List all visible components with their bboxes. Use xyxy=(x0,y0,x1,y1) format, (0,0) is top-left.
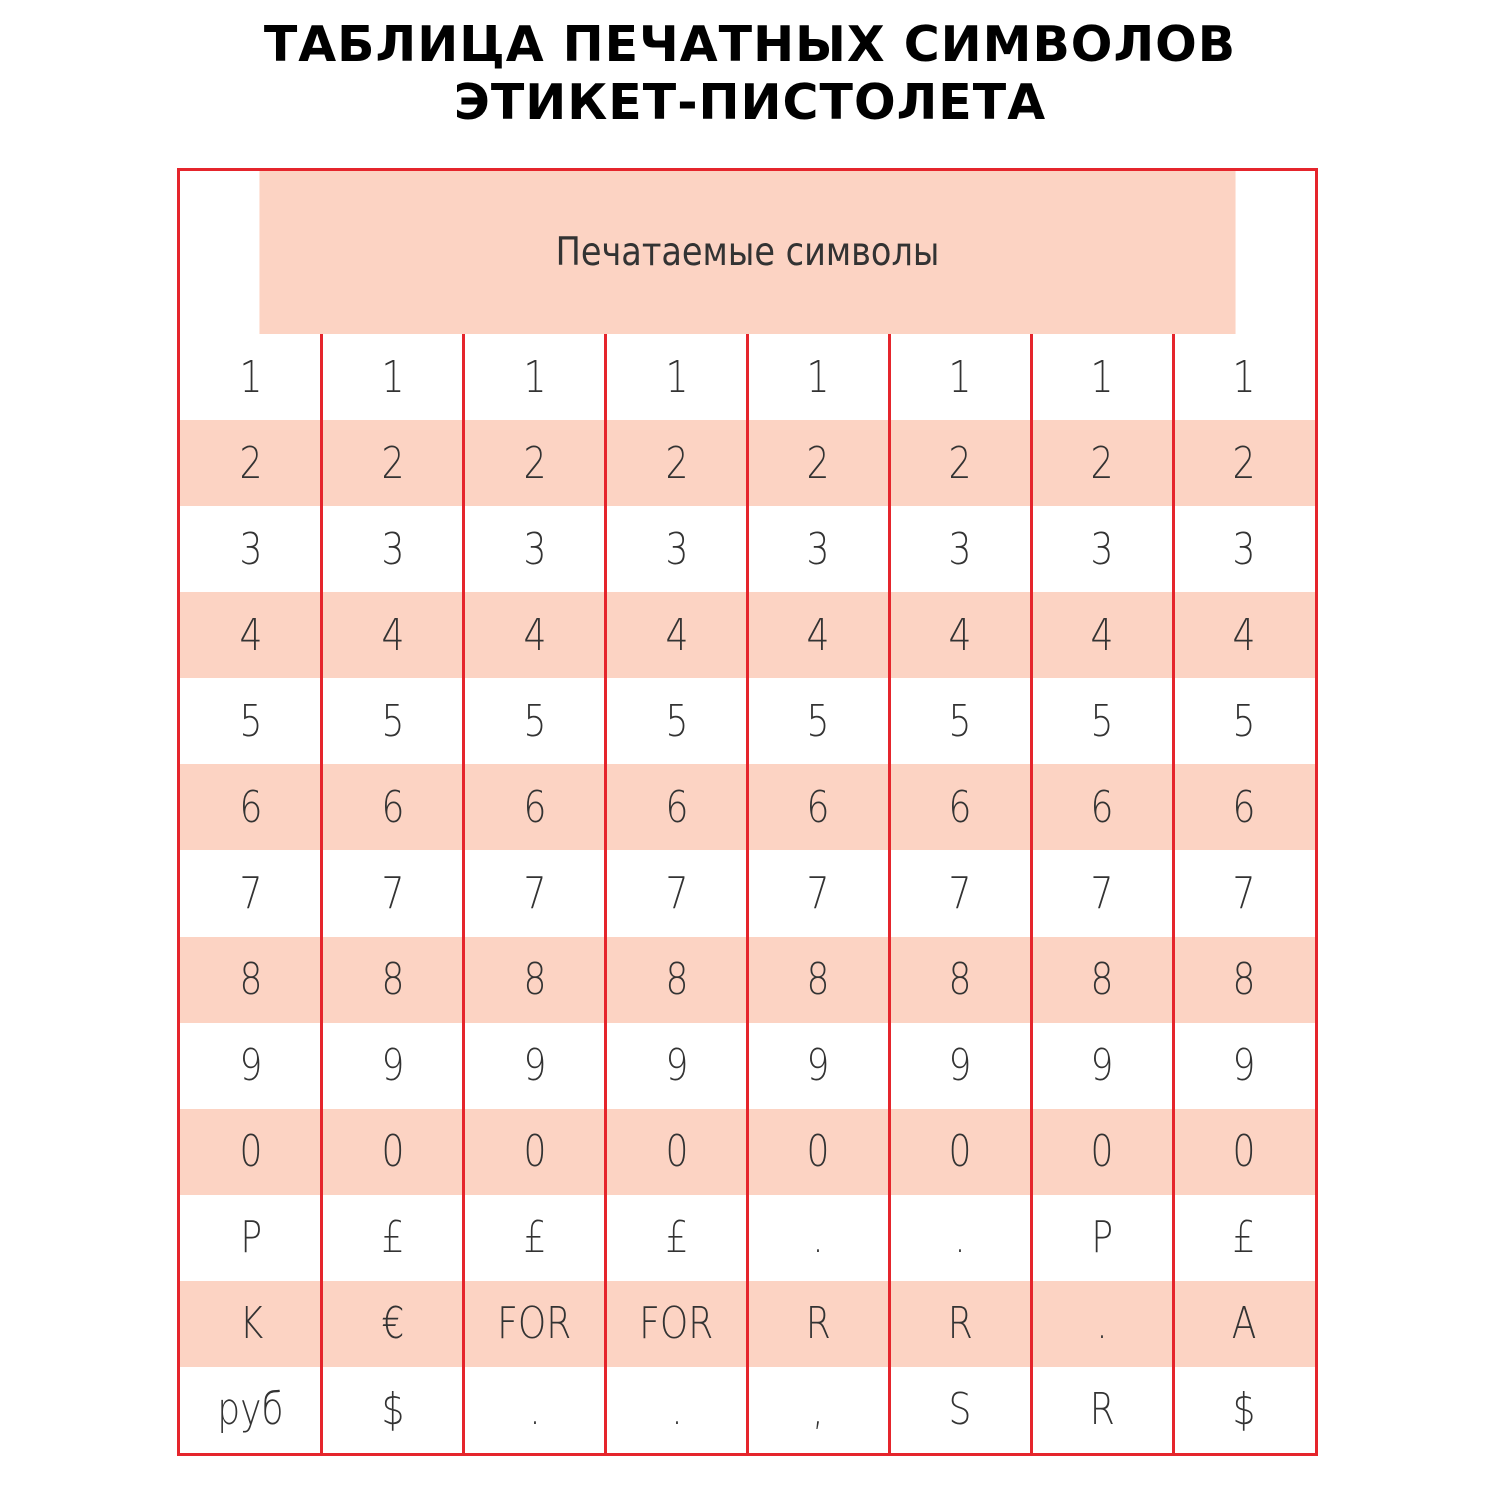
table-cell xyxy=(180,1367,322,1453)
table-cell xyxy=(1031,334,1173,420)
table-cell xyxy=(606,592,748,678)
cell-symbol: 0 xyxy=(1090,1126,1114,1178)
table-cell xyxy=(464,1281,606,1367)
table-cell xyxy=(1173,1195,1315,1281)
cell-symbol: FOR xyxy=(639,1298,714,1350)
cell-symbol: 6 xyxy=(523,781,547,833)
table-cell xyxy=(322,1023,464,1109)
table-cell xyxy=(889,506,1031,592)
cell-symbol: 1 xyxy=(806,351,830,403)
cell-symbol: 9 xyxy=(239,1040,263,1092)
table-cell xyxy=(1173,937,1315,1023)
cell-symbol: 9 xyxy=(948,1040,972,1092)
cell-symbol: 8 xyxy=(806,954,830,1006)
table-cell xyxy=(180,592,322,678)
table-cell xyxy=(889,678,1031,764)
table-cell xyxy=(322,592,464,678)
cell-symbol: 1 xyxy=(523,351,547,403)
cell-symbol: 0 xyxy=(806,1126,830,1178)
table-cell xyxy=(889,1023,1031,1109)
cell-symbol: 4 xyxy=(1232,609,1256,661)
table-cell xyxy=(748,1367,890,1453)
cell-symbol: 9 xyxy=(665,1040,689,1092)
cell-symbol: 9 xyxy=(523,1040,547,1092)
table-cell xyxy=(464,937,606,1023)
table-cell xyxy=(1173,678,1315,764)
table-cell xyxy=(606,1023,748,1109)
column-divider xyxy=(320,334,323,1453)
table-cell xyxy=(889,764,1031,850)
table-cell xyxy=(889,1195,1031,1281)
table-cell xyxy=(322,850,464,936)
cell-symbol: 0 xyxy=(523,1126,547,1178)
cell-symbol: 9 xyxy=(806,1040,830,1092)
cell-symbol: 3 xyxy=(1232,523,1256,575)
table-cell xyxy=(180,937,322,1023)
cell-symbol: FOR xyxy=(497,1298,572,1350)
cell-symbol: 1 xyxy=(948,351,972,403)
cell-symbol: . xyxy=(670,1384,683,1436)
table-cell xyxy=(889,937,1031,1023)
cell-symbol: 8 xyxy=(1090,954,1114,1006)
table-cell xyxy=(748,850,890,936)
cell-symbol: 3 xyxy=(806,523,830,575)
cell-symbol: 6 xyxy=(948,781,972,833)
cell-symbol: K xyxy=(239,1298,263,1350)
table-cell xyxy=(748,592,890,678)
cell-symbol: 6 xyxy=(239,781,263,833)
table-cell xyxy=(1031,937,1173,1023)
table-header xyxy=(259,171,1235,334)
table-cell xyxy=(1031,592,1173,678)
table-cell xyxy=(1031,1109,1173,1195)
cell-symbol: 2 xyxy=(381,437,405,489)
cell-symbol: 2 xyxy=(1090,437,1114,489)
cell-symbol: 0 xyxy=(239,1126,263,1178)
cell-symbol: € xyxy=(381,1298,405,1350)
table-cell xyxy=(464,1195,606,1281)
table-cell xyxy=(1173,1109,1315,1195)
column-divider xyxy=(888,334,891,1453)
table-cell xyxy=(606,1109,748,1195)
table-cell xyxy=(1173,334,1315,420)
table-cell xyxy=(1173,850,1315,936)
table-cell xyxy=(464,592,606,678)
cell-symbol: 8 xyxy=(239,954,263,1006)
table-cell xyxy=(180,678,322,764)
cell-symbol: 7 xyxy=(806,867,830,919)
table-cell xyxy=(1173,420,1315,506)
table-cell xyxy=(464,850,606,936)
cell-symbol: 5 xyxy=(381,695,405,747)
cell-symbol: 8 xyxy=(1232,954,1256,1006)
table-cell xyxy=(1031,1367,1173,1453)
table-cell xyxy=(1031,506,1173,592)
table-cell xyxy=(180,1109,322,1195)
table-cell xyxy=(748,1195,890,1281)
table-cell xyxy=(889,334,1031,420)
table-cell xyxy=(748,506,890,592)
table-cell xyxy=(606,850,748,936)
table-cell xyxy=(748,764,890,850)
cell-symbol: 2 xyxy=(806,437,830,489)
cell-symbol: 6 xyxy=(381,781,405,833)
cell-symbol: 4 xyxy=(381,609,405,661)
table-cell xyxy=(889,1367,1031,1453)
cell-symbol: £ xyxy=(523,1212,547,1264)
table-cell xyxy=(464,1367,606,1453)
table-cell xyxy=(322,937,464,1023)
cell-symbol: A xyxy=(1231,1298,1257,1350)
cell-symbol: 2 xyxy=(239,437,263,489)
cell-symbol: 7 xyxy=(239,867,263,919)
table-cell xyxy=(322,1195,464,1281)
table-cell xyxy=(464,420,606,506)
cell-symbol: 4 xyxy=(806,609,830,661)
cell-symbol: 1 xyxy=(665,351,689,403)
cell-symbol: 0 xyxy=(948,1126,972,1178)
cell-symbol: 4 xyxy=(523,609,547,661)
table-cell xyxy=(748,334,890,420)
cell-symbol: 0 xyxy=(381,1126,405,1178)
cell-symbol: 9 xyxy=(381,1040,405,1092)
table-cell xyxy=(1031,1281,1173,1367)
table-cell xyxy=(180,1281,322,1367)
cell-symbol: 3 xyxy=(948,523,972,575)
cell-symbol: 4 xyxy=(1090,609,1114,661)
table-cell xyxy=(180,334,322,420)
cell-symbol: 7 xyxy=(1090,867,1114,919)
cell-symbol: 2 xyxy=(523,437,547,489)
cell-symbol: 7 xyxy=(948,867,972,919)
table-cell xyxy=(606,937,748,1023)
cell-symbol: . xyxy=(812,1212,825,1264)
cell-symbol: 3 xyxy=(381,523,405,575)
cell-symbol: 1 xyxy=(381,351,405,403)
table-cell xyxy=(464,506,606,592)
page-title-line-1: ТАБЛИЦА ПЕЧАТНЫХ СИМВОЛОВ xyxy=(263,16,1237,73)
table-cell xyxy=(1031,678,1173,764)
table-cell xyxy=(606,1281,748,1367)
cell-symbol: 7 xyxy=(1232,867,1256,919)
table-cell xyxy=(464,1023,606,1109)
cell-symbol: 8 xyxy=(665,954,689,1006)
cell-symbol: руб xyxy=(217,1384,285,1436)
cell-symbol: 2 xyxy=(665,437,689,489)
table-cell xyxy=(180,1195,322,1281)
cell-symbol: 3 xyxy=(239,523,263,575)
column-divider xyxy=(1172,334,1175,1453)
cell-symbol: 4 xyxy=(665,609,689,661)
cell-symbol: 6 xyxy=(665,781,689,833)
table-cell xyxy=(464,764,606,850)
cell-symbol: 4 xyxy=(239,609,263,661)
table-cell xyxy=(180,850,322,936)
table-cell xyxy=(889,1281,1031,1367)
cell-symbol: 6 xyxy=(1232,781,1256,833)
cell-symbol: 1 xyxy=(1090,351,1114,403)
table-cell xyxy=(1031,1195,1173,1281)
table-cell xyxy=(464,334,606,420)
table-cell xyxy=(1173,506,1315,592)
table-cell xyxy=(464,678,606,764)
cell-symbol: $ xyxy=(381,1384,405,1436)
cell-symbol: 8 xyxy=(948,954,972,1006)
cell-symbol: 0 xyxy=(1232,1126,1256,1178)
table-cell xyxy=(1173,592,1315,678)
cell-symbol: . xyxy=(528,1384,541,1436)
cell-symbol: 2 xyxy=(1232,437,1256,489)
column-divider xyxy=(604,334,607,1453)
cell-symbol: 7 xyxy=(523,867,547,919)
table-cell xyxy=(1031,764,1173,850)
cell-symbol: 9 xyxy=(1232,1040,1256,1092)
cell-symbol: 6 xyxy=(1090,781,1114,833)
cell-symbol: 6 xyxy=(806,781,830,833)
table-cell xyxy=(1173,1367,1315,1453)
cell-symbol: 5 xyxy=(806,695,830,747)
table-cell xyxy=(1031,420,1173,506)
table-cell xyxy=(748,937,890,1023)
cell-symbol: R xyxy=(1089,1384,1115,1436)
column-divider xyxy=(462,334,465,1453)
cell-symbol: . xyxy=(1096,1298,1108,1350)
table-cell xyxy=(889,1109,1031,1195)
cell-symbol: 3 xyxy=(665,523,689,575)
cell-symbol: £ xyxy=(381,1212,405,1264)
table-cell xyxy=(180,1023,322,1109)
column-divider xyxy=(1030,334,1033,1453)
table-cell xyxy=(464,1109,606,1195)
table-cell xyxy=(322,1367,464,1453)
page-title-line-2: ЭТИКЕТ-ПИСТОЛЕТА xyxy=(453,74,1047,131)
table-cell xyxy=(322,1281,464,1367)
table-cell xyxy=(1031,850,1173,936)
table-cell xyxy=(1031,1023,1173,1109)
cell-symbol: 5 xyxy=(239,695,263,747)
cell-symbol: $ xyxy=(1232,1384,1256,1436)
cell-symbol: 8 xyxy=(523,954,547,1006)
cell-symbol: 0 xyxy=(665,1126,689,1178)
table-cell xyxy=(889,850,1031,936)
table-cell xyxy=(180,420,322,506)
cell-symbol: 5 xyxy=(665,695,689,747)
table-cell xyxy=(606,420,748,506)
column-divider xyxy=(746,334,749,1453)
table-cell xyxy=(748,1109,890,1195)
cell-symbol: 2 xyxy=(948,437,972,489)
cell-symbol: 9 xyxy=(1090,1040,1114,1092)
table-cell xyxy=(322,1109,464,1195)
table-cell xyxy=(748,420,890,506)
cell-symbol: 5 xyxy=(1232,695,1256,747)
cell-symbol: 3 xyxy=(1090,523,1114,575)
cell-symbol: S xyxy=(948,1384,972,1436)
cell-symbol: P xyxy=(1091,1212,1114,1264)
table-cell xyxy=(1173,764,1315,850)
table-cell xyxy=(889,420,1031,506)
table-cell xyxy=(322,764,464,850)
table-cell xyxy=(606,678,748,764)
cell-symbol: R xyxy=(805,1298,831,1350)
table-cell xyxy=(606,506,748,592)
table-cell xyxy=(180,506,322,592)
table-cell xyxy=(748,1023,890,1109)
table-cell xyxy=(606,1367,748,1453)
cell-symbol: 8 xyxy=(381,954,405,1006)
cell-symbol: 4 xyxy=(948,609,972,661)
symbols-table xyxy=(177,168,1318,1456)
page-title xyxy=(0,16,1500,132)
cell-symbol: . xyxy=(954,1212,967,1264)
table-cell xyxy=(889,592,1031,678)
table-cell xyxy=(606,1195,748,1281)
cell-symbol: , xyxy=(812,1384,825,1436)
table-cell xyxy=(1173,1023,1315,1109)
table-cell xyxy=(322,420,464,506)
cell-symbol: 5 xyxy=(1090,695,1114,747)
cell-symbol: £ xyxy=(665,1212,689,1264)
cell-symbol: P xyxy=(240,1212,262,1264)
table-cell xyxy=(322,334,464,420)
table-cell xyxy=(606,764,748,850)
table-cell xyxy=(1173,1281,1315,1367)
cell-symbol: 1 xyxy=(239,351,263,403)
table-cell xyxy=(748,1281,890,1367)
table-cell xyxy=(322,678,464,764)
cell-symbol: R xyxy=(947,1298,973,1350)
table-cell xyxy=(180,764,322,850)
cell-symbol: 1 xyxy=(1232,351,1256,403)
cell-symbol: 3 xyxy=(523,523,547,575)
table-cell xyxy=(748,678,890,764)
table-cell xyxy=(322,506,464,592)
table-header-label: Печатаемые символы xyxy=(555,230,940,275)
cell-symbol: £ xyxy=(1232,1212,1256,1264)
table-cell xyxy=(606,334,748,420)
cell-symbol: 7 xyxy=(381,867,405,919)
cell-symbol: 7 xyxy=(665,867,689,919)
cell-symbol: 5 xyxy=(523,695,547,747)
cell-symbol: 5 xyxy=(948,695,972,747)
